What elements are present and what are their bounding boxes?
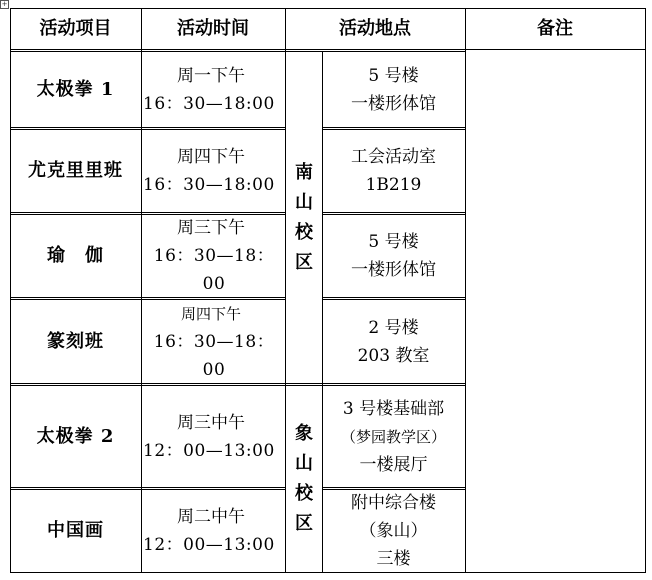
- row-project: 篆刻班: [47, 330, 104, 352]
- table-border-bottom: [10, 572, 646, 573]
- location-line: 2 号楼: [368, 317, 419, 338]
- location-line: 1B219: [365, 175, 422, 195]
- location-line: 5 号楼: [368, 65, 419, 86]
- campus-char: 区: [295, 513, 313, 534]
- time-range: 16：30—18:00: [143, 93, 275, 114]
- table-border-right: [645, 8, 646, 573]
- row-project: 太极拳 2: [36, 425, 115, 447]
- location-line: 203 教室: [357, 345, 430, 366]
- row-location: [322, 300, 465, 383]
- row-time: [141, 386, 285, 487]
- row-divider: [10, 127, 286, 128]
- row-project: 瑜 伽: [47, 245, 104, 266]
- campus-xiangshan: [286, 386, 322, 572]
- campus-char: 山: [295, 191, 313, 213]
- header-project: 活动项目: [39, 17, 112, 39]
- campus-char: 南: [295, 161, 313, 183]
- campus-char: 校: [295, 221, 313, 243]
- campus-nanshan: [286, 52, 322, 383]
- time-range: 16：30—18：00: [153, 331, 275, 380]
- location-line: 一楼形体馆: [351, 93, 436, 114]
- time-day: 周一下午: [177, 65, 245, 86]
- row-divider: [322, 127, 466, 128]
- time-range: 16：30—18:00: [143, 175, 275, 195]
- row-divider: [322, 297, 466, 298]
- location-line: 3 号楼基础部: [342, 398, 445, 419]
- row-time: [141, 130, 285, 212]
- location-line: 一楼展厅: [359, 454, 428, 475]
- row-divider: [10, 487, 286, 488]
- remarks-cell: [466, 50, 645, 572]
- header-location: 活动地点: [339, 17, 411, 39]
- row-location: [322, 215, 465, 297]
- header-time: 活动时间: [177, 17, 249, 39]
- row-location: [322, 52, 465, 127]
- row-location: [322, 490, 465, 572]
- time-day: 周四下午: [180, 304, 241, 323]
- row-divider: [322, 212, 466, 213]
- row-project: 中国画: [47, 520, 104, 541]
- location-line: 一楼形体馆: [351, 260, 436, 280]
- campus-char: 山: [295, 453, 313, 474]
- location-line: 5 号楼: [368, 232, 419, 252]
- row-time: [141, 300, 285, 383]
- row-location: [322, 130, 465, 212]
- row-time: [141, 215, 285, 297]
- time-day: 周四下午: [177, 147, 245, 167]
- location-line: （象山）: [359, 521, 428, 541]
- row-location: [322, 386, 465, 487]
- location-line: （梦园教学区）: [340, 427, 446, 446]
- row-project: 尤克里里班: [28, 160, 123, 181]
- time-range: 12：00—13:00: [143, 535, 275, 555]
- row-time: [141, 52, 285, 127]
- time-range: 12：00—13:00: [143, 440, 275, 461]
- time-day: 周二中午: [177, 507, 245, 527]
- row-project: 太极拳 1: [36, 78, 115, 100]
- location-line: 附中综合楼: [351, 493, 436, 513]
- header-remarks: 备注: [537, 17, 573, 39]
- row-divider: [322, 487, 466, 488]
- campus-char: 区: [295, 251, 313, 273]
- campus-char: 校: [295, 483, 313, 504]
- time-range: 16：30—18：00: [153, 246, 275, 294]
- row-time: [141, 490, 285, 572]
- location-line: 三楼: [376, 549, 411, 569]
- row-divider: [10, 212, 286, 213]
- location-line: 工会活动室: [351, 147, 436, 167]
- table-move-handle-icon[interactable]: +: [1, 0, 8, 8]
- time-day: 周三下午: [177, 218, 245, 238]
- time-day: 周三中午: [177, 412, 245, 433]
- campus-char: 象: [295, 423, 313, 444]
